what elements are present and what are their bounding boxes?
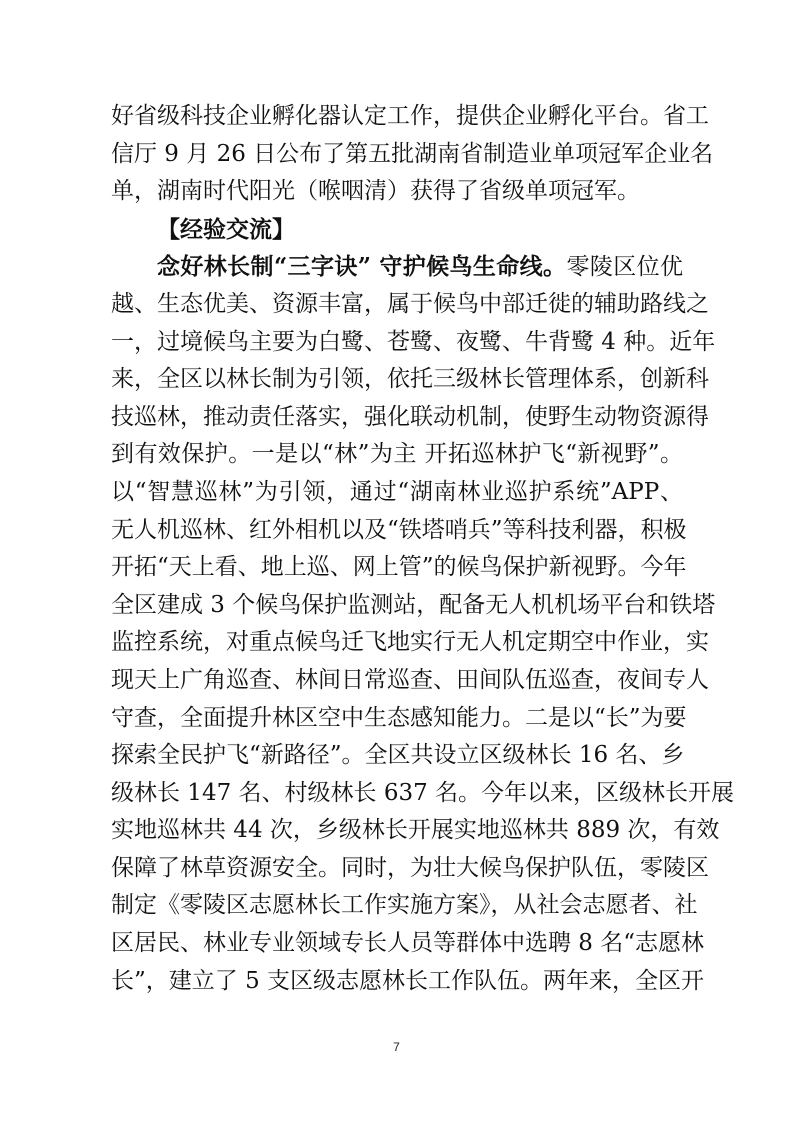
text-line: 信厅 9 月 26 日公布了第五批湖南省制造业单项冠军企业名: [111, 140, 714, 167]
text-line: 来，全区以林长制为引领，依托三级林长管理体系，创新科: [111, 366, 709, 393]
text-line: 保障了林草资源安全。同时，为壮大候鸟保护队伍，零陵区: [111, 854, 709, 881]
text-line: [111, 248, 683, 286]
text-line: 守查，全面提升林区空中生态感知能力。二是以“长”为要: [111, 704, 687, 731]
text-line: 到有效保护。一是以“林”为主 开拓巡林护飞“新视野”。: [111, 441, 683, 468]
text-line: 越、生态优美、资源丰富，属于候鸟中部迁徙的辅助路线之: [111, 290, 709, 317]
text-line: 监控系统，对重点候鸟迁飞地实行无人机定期空中作业，实: [111, 629, 709, 656]
text-line: 探索全民护飞“新路径”。全区共设立区级林长 16 名、乡: [111, 742, 685, 769]
paragraph-title-continuation: 零陵区位优: [566, 254, 684, 281]
paragraph-title: 念好林长制“三字诀” 守护候鸟生命线。: [157, 253, 567, 281]
text-line: 级林长 147 名、村级林长 637 名。今年以来，区级林长开展: [111, 779, 735, 806]
section-heading: 【经验交流】: [157, 215, 295, 243]
text-line: 区居民、林业专业领域专长人员等群体中选聘 8 名“志愿林: [111, 930, 705, 957]
text-line: 无人机巡林、红外相机以及“铁塔哨兵”等科技利器，积极: [111, 516, 687, 543]
body-text: [111, 98, 735, 1000]
text-line: 好省级科技企业孵化器认定工作，提供企业孵化平台。省工: [111, 103, 709, 129]
text-line: 单，湖南时代阳光（喉咽清）获得了省级单项冠军。: [111, 178, 640, 205]
page-number: 7: [393, 1040, 400, 1054]
text-line: 实地巡林共 44 次，乡级林长开展实地巡林共 889 次，有效: [111, 817, 720, 844]
text-line: 一，过境候鸟主要为白鹭、苍鹭、夜鹭、牛背鹭 4 种。近年: [111, 328, 716, 355]
text-line: 全区建成 3 个候鸟保护监测站，配备无人机机场平台和铁塔: [111, 591, 716, 618]
text-line: 现天上广角巡查、林间日常巡查、田间队伍巡查，夜间专人: [111, 666, 709, 693]
text-line: 长”，建立了 5 支区级志愿林长工作队伍。两年来，全区开: [111, 967, 705, 994]
text-line: 技巡林，推动责任落实，强化联动机制，使野生动物资源得: [111, 403, 709, 430]
text-line: 以“智慧巡林”为引领，通过“湖南林业巡护系统”APP、: [111, 478, 683, 505]
text-line: 制定《零陵区志愿林长工作实施方案》，从社会志愿者、社: [111, 892, 698, 919]
text-line: 开拓“天上看、地上巡、网上管”的候鸟保护新视野。今年: [111, 554, 687, 581]
